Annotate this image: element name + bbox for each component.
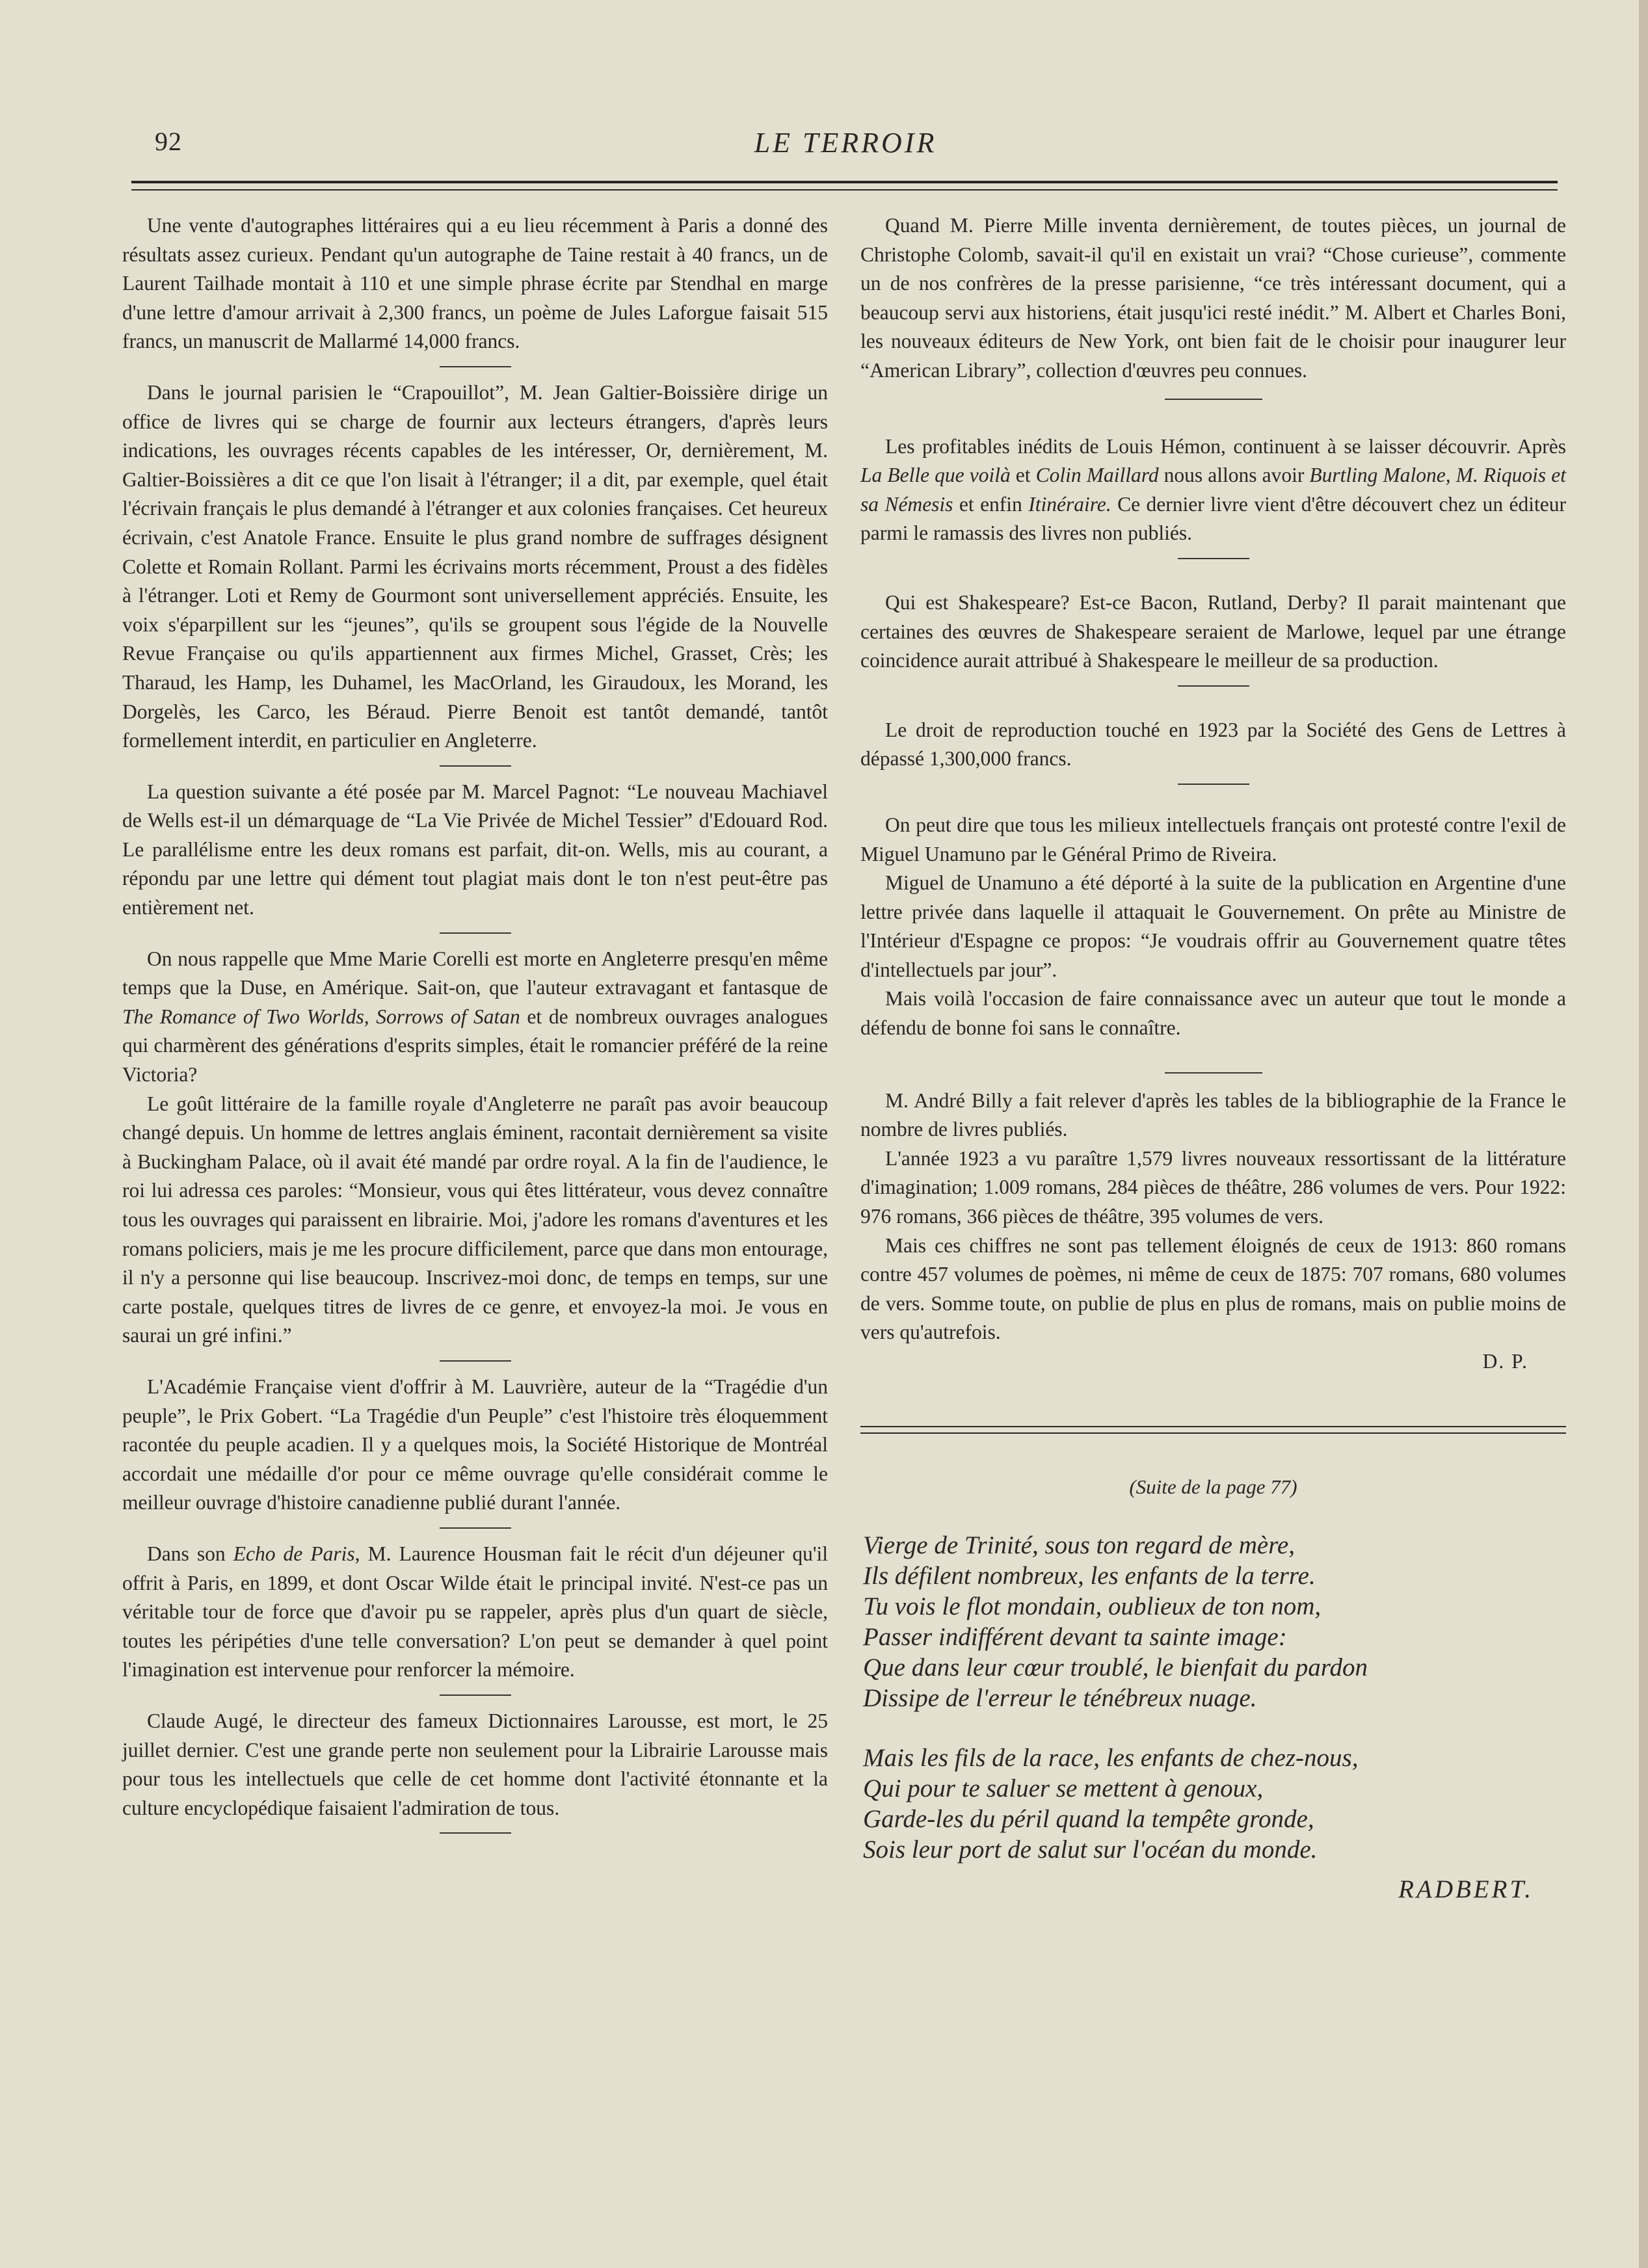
text-span: On nous rappelle que Mme Marie Corelli est morte en Angleterre presqu'en même temps que la Duse, en Amérique. Sait-on, que l'auteur extravagant et fantasque de <box>122 947 828 999</box>
text-span: Ce dernier livre vient d'être découvert chez un éditeur parmi le ramassis des livres non publiés. <box>860 492 1566 545</box>
continuation-note: (Suite de la page 77) <box>1129 1475 1297 1498</box>
paragraph: Miguel de Unamuno a été déporté à la suite de la publication en Argentine d'une lettre privée dans laquelle il attaquait le Gouvernement. On prête au Ministre de l'Intérieur d'Espagne ce propos: “Je voudrais offrir au Gouvernement quatre têtes d'intellectuels par jour”. <box>860 871 1566 981</box>
book-title: Colin Maillard <box>1035 464 1159 487</box>
publication-title: Echo de Paris <box>233 1542 355 1565</box>
paragraph: Dans le journal parisien le “Crapouillot”, M. Jean Galtier-Boissière dirige un office de livres qui se charge de fournir aux lecteurs étrangers, d'après leurs indications, les ouvrages récents capables de les intéresser, Or, dernièrement, M. Galtier-Boissières a dit ce que l'on lisait à l'étranger; il a dit, par exemple, quel était l'écrivain français le plus demandé à l'étranger et aux colonies françaises. Cet heureux écrivain, c'est Anatole France. Ensuite le plus grand nombre de suffrages désignent Colette et Romain Rollant. Parmi les écrivains morts récemment, Proust a des fidèles à l'étranger. Loti et Remy de Gourmont sont universellement appréciés. Ensuite, les voix s'éparpillent sur les “jeunes”, qu'ils se groupent sous l'égide de la Nouvelle Revue Française ou qu'ils appartiennent aux firmes Michel, Grasset, Crès; les Tharaud, les Hamp, les Duhamel, les MacOrland, les Giraudoux, les Morand, les Dorgelès, les Carco, les Béraud. Pierre Benoit est tantôt demandé, tantôt formellement interdit, en particulier en Angleterre. <box>122 380 828 752</box>
paragraph: Le goût littéraire de la famille royale d'Angleterre ne paraît pas avoir beaucoup changé depuis. Un homme de lettres anglais éminent, racontait dernièrement sa visite à Buckingham Palace, où il avait été mandé par ordre royal. A la fin de l'audience, le roi lui adressa ces paroles: “Monsieur, vous qui êtes littérateur, vous devez connaître tous les ouvrages qui paraissent en librairie. Moi, j'adore les romans d'aventures et les romans policiers, mais je me les procure difficilement, parce que dans mon entourage, il n'y a personne qui lise beaucoup. Inscrivez-moi donc, de temps en temps, sur une carte postale, quelques titres de livres de ce genre, et envoyez-la moi. Je vous en saurai un gré infini.” <box>122 1092 828 1347</box>
text-span: Les profitables inédits de Louis Hémon, continuent à se laisser découvrir. Après <box>885 434 1566 458</box>
poem-line: Que dans leur cœur troublé, le bienfait du pardon <box>863 1654 1368 1682</box>
book-title: The Romance of Two Worlds, Sorrows of Satan <box>122 1005 520 1028</box>
page-header <box>130 124 1561 163</box>
poem-line: Ils défilent nombreux, les enfants de la terre. <box>863 1562 1316 1590</box>
page-number: 92 <box>155 127 182 156</box>
separator <box>1165 399 1262 400</box>
text-span: , M. Laurence Housman fait le récit d'un déjeuner qu'il offrit à Paris, en 1899, et dont Oscar Wilde était le principal invité. N'est-ce pas un véritable tour de force que d'avoir pu se rappeler, après plus d'un quart de siècle, toutes les péripéties d'une telle conversation? L'on peut se demander à quel point l'imagination est intervenue pour renforcer la mémoire. <box>122 1542 828 1681</box>
poem-line: Passer indifférent devant ta sainte image: <box>863 1623 1287 1652</box>
section-rule <box>860 1426 1566 1427</box>
poem-line: Dissipe de l'erreur le ténébreux nuage. <box>863 1684 1257 1713</box>
separator <box>1178 784 1249 785</box>
paragraph: L'année 1923 a vu paraître 1,579 livres nouveaux ressortissant de la littérature d'imagination; 1.009 romans, 284 pièces de théâtre, 286 volumes de vers. Pour 1922: 976 romans, 366 pièces de théâtre, 395 volumes de vers. <box>860 1146 1566 1228</box>
paragraph <box>122 1540 828 1685</box>
text-span: et <box>1010 464 1036 487</box>
section-rule-thin <box>860 1432 1566 1434</box>
paragraph <box>860 432 1566 548</box>
paragraph: Quand M. Pierre Mille inventa dernièrement, de toutes pièces, un journal de Christophe Colomb, savait-il qu'il en existait un vrai? “Chose curieuse”, commente un de nos confrères de la presse parisienne, “ce très intéressant document, qui a beaucoup servi aux historiens, était jusqu'ici resté inédit.” M. Albert et Charles Boni, les nouveaux éditeurs de New York, ont bien fait de le choisir pour inaugurer leur “American Library”, collection d'œuvres peu connues. <box>860 214 1566 382</box>
poem-stanza <box>863 1530 1566 1713</box>
poem-line: Qui pour te saluer se mettent à genoux, <box>863 1774 1264 1803</box>
book-title: Itinéraire. <box>1028 492 1111 516</box>
paragraph <box>122 945 828 1090</box>
separator <box>440 1694 511 1696</box>
separator <box>1165 1072 1262 1074</box>
paragraph: Mais voilà l'occasion de faire connaissance avec un auteur que tout le monde a défendu de bonne foi sans le connaître. <box>860 987 1566 1040</box>
poem-line: Vierge de Trinité, sous ton regard de mère, <box>863 1531 1295 1560</box>
left-column <box>122 211 828 1845</box>
separator <box>440 765 511 767</box>
book-title: La Belle que voilà <box>860 464 1011 487</box>
header-rule-thick <box>131 181 1558 183</box>
poem <box>860 1530 1566 1905</box>
text-span: et enfin <box>953 492 1029 516</box>
paragraph: Une vente d'autographes littéraires qui a eu lieu récemment à Paris a donné des résultats assez curieux. Pendant qu'un autographe de Taine restait à 40 francs, un de Laurent Tailhade montait à 110 et une simple phrase écrite par Stendhal en marge d'une lettre d'amour arrivait à 2,300 francs, un poème de Jules Laforgue faisait 515 francs, un manuscrit de Mallarmé 14,000 francs. <box>122 214 828 353</box>
separator <box>1178 558 1249 559</box>
text-span: nous allons avoir <box>1158 464 1310 487</box>
separator <box>1178 685 1249 687</box>
signature: D. P. <box>1482 1350 1528 1373</box>
poem-stanza <box>863 1743 1566 1865</box>
poem-line: Garde-les du péril quand la tempête gronde, <box>863 1805 1314 1834</box>
separator <box>440 1527 511 1529</box>
paragraph: Le droit de reproduction touché en 1923 par la Société des Gens de Lettres à dépassé 1,300,000 francs. <box>860 718 1566 771</box>
text-span: Dans son <box>147 1542 233 1565</box>
separator <box>440 366 511 367</box>
poem-line: Mais les fils de la race, les enfants de chez-nous, <box>863 1744 1359 1773</box>
header-rule-thin <box>131 189 1558 191</box>
page-edge <box>1639 0 1648 2268</box>
poem-line: Tu vois le flot mondain, oublieux de ton nom, <box>863 1592 1322 1621</box>
separator <box>440 1360 511 1362</box>
paragraph: Claude Augé, le directeur des fameux Dictionnaires Larousse, est mort, le 25 juillet dernier. C'est une grande perte non seulement pour la Librairie Larousse mais pour tous les intellectuels que celle de cet homme dont l'activité étonnante et la culture encyclopédique faisaient l'admiration de tous. <box>122 1709 828 1819</box>
paragraph: M. André Billy a fait relever d'après les tables de la bibliographie de la France le nombre de livres publiés. <box>860 1088 1566 1141</box>
text-span: et de nombreux ouvrages analogues qui charmèrent des générations d'esprits simples, était le romancier préféré de la reine Victoria? <box>122 1005 828 1087</box>
book-title: Burtling Malone, M. Riquois et sa Némesis <box>860 464 1566 516</box>
paragraph: On peut dire que tous les milieux intellectuels français ont protesté contre l'exil de Miguel Unamuno par le Général Primo de Riveira. <box>860 813 1566 865</box>
paragraph: La question suivante a été posée par M. Marcel Pagnot: “Le nouveau Machiavel de Wells est-il un démarquage de “La Vie Privée de Michel Tessier” d'Edouard Rod. Le parallélisme entre les deux romans est parfait, dit-on. Wells, mis au courant, a répondu par une lettre qui dément tout plagiat mais dont le ton n'est peut-être pas entièrement net. <box>122 780 828 919</box>
separator <box>440 932 511 934</box>
poem-author: RADBERT. <box>1398 1875 1534 1904</box>
paragraph: L'Académie Française vient d'offrir à M. Lauvrière, auteur de la “Tragédie d'un peuple”, le Prix Gobert. “La Tragédie d'un Peuple” c'est l'histoire très éloquemment racontée du peuple acadien. Il y a quelques mois, la Société Historique de Montréal accordait une médaille d'or pour ce même ouvrage qu'elle considérait comme le meilleur ouvrage d'histoire canadienne publié durant l'année. <box>122 1375 828 1514</box>
paragraph: Mais ces chiffres ne sont pas tellement éloignés de ceux de 1913: 860 romans contre 457 volumes de poèmes, ni même de ceux de 1875: 707 romans, 680 volumes de vers. Somme toute, on publie de plus en plus de romans, mais on publie moins de vers qu'autrefois. <box>860 1233 1566 1344</box>
paragraph: Qui est Shakespeare? Est-ce Bacon, Rutland, Derby? Il parait maintenant que certaines des œuvres de Shakespeare seraient de Marlowe, lequel par une étrange coincidence aurait attribué à Shakespeare le meilleur de sa production. <box>860 590 1566 672</box>
separator <box>440 1832 511 1834</box>
right-column <box>860 211 1566 1905</box>
poem-line: Sois leur port de salut sur l'océan du monde. <box>863 1836 1318 1864</box>
journal-title: LE TERROIR <box>754 127 937 159</box>
